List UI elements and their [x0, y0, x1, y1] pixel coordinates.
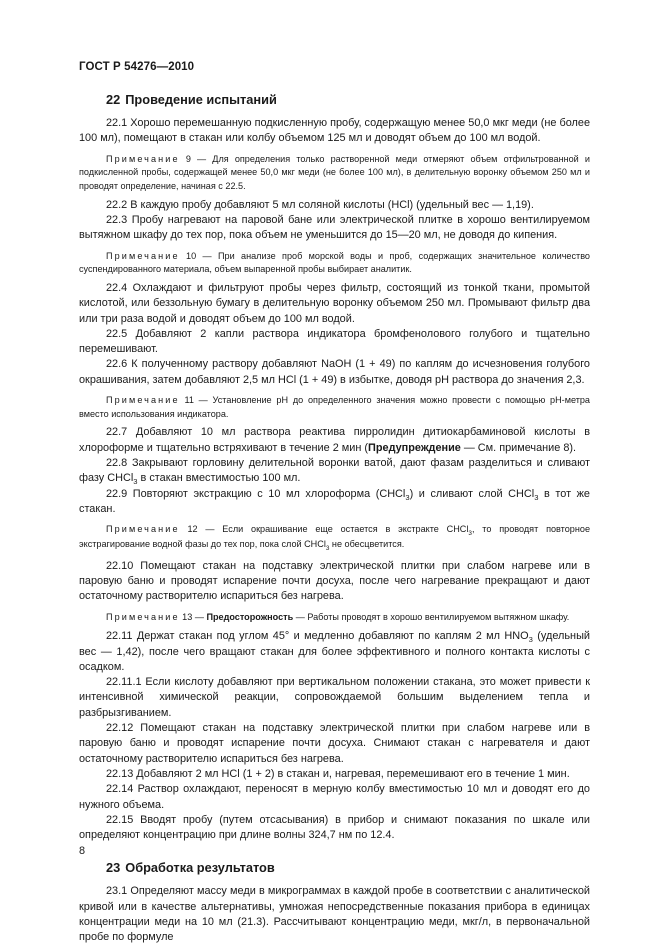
page-number: 8: [79, 845, 86, 857]
page-content: [79, 91, 590, 946]
note-13: Примечание 13 — Предосторожность — Работы проводят в хорошо вентилируемом вытяжном шкафу.: [106, 611, 570, 622]
paragraph-22-8: 22.8 Закрывают горловину делительной воронки ватой, дают фазам разделиться и сливают фазу CHCl$_3$ в стакан вместимостью 100 мл.: [79, 457, 590, 487]
note-9: Примечание 9 — Для определения только растворенной меди отмеряют объем отфильтрованной и подкисленной пробы, содержащей менее 50,0 мкг меди (не более 100 мл), в делительную воронку объемом 250 мл и проводят определение, начиная с 22.5.: [79, 153, 590, 191]
paragraph-22-5: 22.5 Добавляют 2 капли раствора индикатора бромфенолового голубого и тщательно перемешивают.: [79, 327, 590, 356]
paragraph-22-1: 22.1 Хорошо перемешанную подкисленную пробу, содержащую менее 50,0 мкг меди (не более 100 мл), помещают в стакан или колбу объемом 125 мл и доводят объем до 100 мл водой.: [79, 117, 590, 145]
paragraph-22-15: 22.15 Вводят пробу (путем отсасывания) в прибор и снимают показания по шкале или определяют концентрацию при длине волны 324,7 нм по 12.4.: [79, 813, 590, 842]
paragraph-22-4: 22.4 Охлаждают и фильтруют пробы через фильтр, состоящий из тонкой ткани, промытой кислотой, или беззольную бумагу в делительную воронку объемом 250 мл. Промывают фильтр два или три раза водой и доводят объем до 100 мл водой.: [79, 282, 590, 325]
paragraph-22-7: 22.7 Добавляют 10 мл раствора реактива пирролидин дитиокарбаминовой кислоты в хлороформе и тщательно встряхивают в течение 2 мин (Предупреждение — См. примечание 8).: [79, 426, 590, 454]
paragraph-22-14: 22.14 Раствор охлаждают, переносят в мерную колбу вместимостью 10 мл и доводят его до нужного объема.: [79, 783, 590, 811]
note-10: Примечание 10 — При анализе проб морской воды и проб, содержащих значительное количество суспендированного материала, объем выпаренной пробы выбирает аналитик.: [79, 250, 590, 275]
paragraph-22-10: 22.10 Помещают стакан на подставку электрической плитки при слабом нагреве или в паровую баню и проводят испарение почти досуха, после чего нагревание прекращают и дают остаточному растворителю испариться без нагрева.: [79, 559, 590, 603]
note-11: Примечание 11 — Установление pH до определенного значения можно провести с помощью pH-метра вместо использования индикатора.: [79, 395, 590, 419]
note-12: Примечание 12 — Если окрашивание еще остается в экстракте CHCl$_3$, то проводят повторное экстрагирование водной фазы до тех пор, пока слой CHCl$_3$ не обесцветится.: [79, 524, 590, 552]
paragraph-22-9: 22.9 Повторяют экстракцию с 10 мл хлороформа (CHCl$_3$) и сливают слой CHCl$_3$ в тот же стакан.: [79, 487, 590, 515]
section-22-heading: 22 Проведение испытаний: [106, 92, 277, 107]
paragraph-23-1: 23.1 Определяют массу меди в микрограммах в каждой пробе в соответствии с аналитической кривой или в качестве альтернативы, умножая непосредственные показания прибора в единицах концентрации меди на 10 мл (21.3). Рассчитывают концентрацию меди, мкг/л, в первоначальной пробе по формуле: [79, 885, 590, 944]
paragraph-22-12: 22.12 Помещают стакан на подставку электрической плитки при слабом нагреве или в паровую баню и проводят испарение почти досуха. Снимают стакан с нагревателя и дают остаточному растворителю испариться без нагрева.: [79, 722, 590, 765]
paragraph-22-13: 22.13 Добавляют 2 мл HCl (1 + 2) в стакан и, нагревая, перемешивают его в течение 1 мин.: [106, 767, 570, 780]
paragraph-22-11-1: 22.11.1 Если кислоту добавляют при вертикальном положении стакана, это может привести к интенсивной химической реакции, сопровождаемой большим выделением тепла и разбрызгиванием.: [79, 676, 590, 719]
paragraph-22-3: 22.3 Пробу нагревают на паровой бане или электрической плитке в хорошо вентилируемом вытяжном шкафу до тех пор, пока объем не уменьшится до 15—20 мл, не доводя до кипения.: [79, 214, 590, 242]
paragraph-22-2: 22.2 В каждую пробу добавляют 5 мл соляной кислоты (HCl) (удельный вес — 1,19).: [106, 198, 534, 211]
standard-header: ГОСТ Р 54276—2010: [79, 61, 195, 73]
paragraph-22-6: 22.6 К полученному раствору добавляют NaOH (1 + 49) по каплям до исчезновения голубого окрашивания, затем добавляют 2,5 мл HCl (1 + 49) в избытке, доводя pH раствора до значения 2,3.: [79, 358, 590, 386]
paragraph-22-11: 22.11 Держат стакан под углом 45° и медленно добавляют по каплям 2 мл $HNO_3$ (удельный вес — 1,42), после чего вращают стакан для более эффективного и полного контакта кислоты с осадком.: [79, 630, 590, 673]
section-23-heading: 23 Обработка результатов: [106, 860, 275, 876]
